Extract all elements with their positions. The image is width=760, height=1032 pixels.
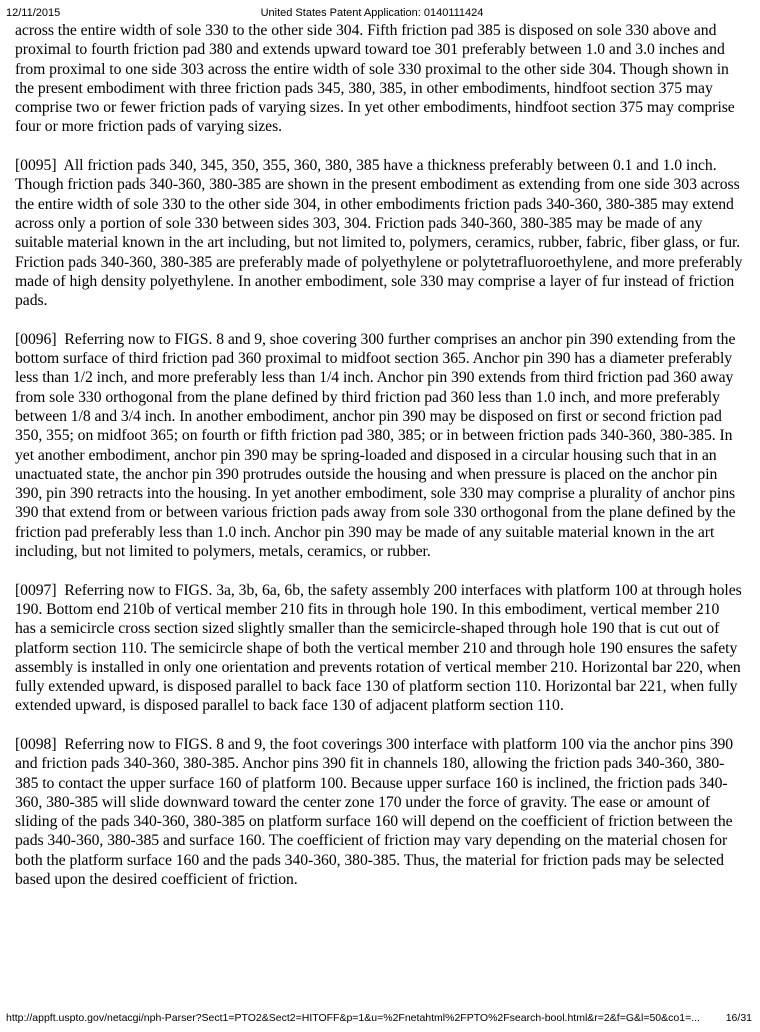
document-title: United States Patent Application: 0140111424: [260, 7, 484, 19]
paragraph-text: All friction pads 340, 345, 350, 355, 360, 380, 385 have a thickness preferably between 0.1 and 1.0 inch. Though friction pads 340-360, 380-385 are shown in the present embodiment as extending from one side 303 across the entire width of sole 330 to the other side 304, in other embodiments friction pads 340-360, 380-385 may extend across only a portion of sole 330 between sides 303, 304. Friction pads 340-360, 380-385 may be made of any suitable material known in the art including, but not limited to, polymers, ceramics, rubber, fabric, fiber glass, or fur. Friction pads 340-360, 380-385 are preferably made of polyethylene or polytetrafluoroethylene, and more preferably made of high density polyethylene. In another embodiment, sole 330 may comprise a layer of fur instead of friction pads.: [15, 157, 743, 310]
paragraph-text: Referring now to FIGS. 8 and 9, the foot coverings 300 interface with platform 100 via the anchor pins 390 and friction pads 340-360, 380-385. Anchor pins 390 fit in channels 180, allowing the friction pads 340-360, 380-385 to contact the upper surface 160 of platform 100. Because upper surface 160 is inclined, the friction pads 340-360, 380-385 will slide downward toward the center zone 170 under the force of gravity. The ease or amount of sliding of the pads 340-360, 380-385 on platform surface 160 will depend on the coefficient of friction between the pads 340-360, 380-385 and surface 160. The coefficient of friction may vary depending on the material chosen for both the platform surface 160 and the pads 340-360, 380-385. Thus, the material for friction pads may be selected based upon the desired coefficient of friction.: [15, 735, 734, 889]
paragraph-0097: [15, 581, 743, 716]
paragraph-continuation: [15, 21, 743, 137]
paragraph-text: Referring now to FIGS. 8 and 9, shoe covering 300 further comprises an anchor pin 390 extending from the bottom surface of third friction pad 360 proximal to midfoot section 365. Anchor pin 390 has a diameter preferably less than 1/2 inch, and more preferably less than 1/4 inch. Anchor pin 390 extends from third friction pad 360 away from sole 330 orthogonal from the plane defined by third friction pad 360 less than 1.0 inch, and more preferably between 1/8 and 3/4 inch. In another embodiment, anchor pin 390 may be disposed on first or second friction pad 350, 355; on midfoot 365; on fourth or fifth friction pad 380, 385; or in between friction pads 340-360, 380-385. In yet another embodiment, anchor pin 390 may be spring-loaded and disposed in a circular housing such that in an unactuated state, the anchor pin 390 protrudes outside the housing and when pressure is placed on the anchor pin 390, pin 390 retracts into the housing. In yet another embodiment, sole 330 may comprise a plurality of anchor pins 390 that extend from or between various friction pads away from sole 330 orthogonal from the plane defined by the friction pad preferably less than 1.0 inch. Anchor pin 390 may be made of any suitable material known in the art including, but not limited to polymers, metals, ceramics, or rubber.: [15, 330, 736, 561]
print-date: 12/11/2015: [6, 7, 61, 19]
paragraph-number: [0098]: [15, 735, 57, 753]
paragraph-text: across the entire width of sole 330 to the other side 304. Fifth friction pad 385 is disposed on sole 330 above and proximal to fourth friction pad 380 and extends upward toward toe 301 preferably between 1.0 and 3.0 inches and from proximal to one side 303 across the entire width of sole 330 proximal to the other side 304. Though shown in the present embodiment with three friction pads 345, 380, 385, in other embodiments, hindfoot section 375 may comprise two or fewer friction pads of varying sizes. In yet other embodiments, hindfoot section 375 may comprise four or more friction pads of varying sizes.: [15, 22, 735, 136]
source-url: http://appft.uspto.gov/netacgi/nph-Parser?Sect1=PTO2&Sect2=HITOFF&p=1&u=%2Fnetahtml%2FPTO%2Fsearch-bool.html&r=2&f=G&l=50&co1=...: [6, 1012, 700, 1024]
paragraph-number: [0096]: [15, 330, 57, 348]
paragraph-text: Referring now to FIGS. 3a, 3b, 6a, 6b, the safety assembly 200 interfaces with platform 100 at through holes 190. Bottom end 210b of vertical member 210 fits in through hole 190. In this embodiment, vertical member 210 has a semicircle cross section sized slightly smaller than the semicircle-shaped through hole 190 that is cut out of platform section 110. The semicircle shape of both the vertical member 210 and through hole 190 ensures the safety assembly is installed in only one orientation and prevents rotation of vertical member 210. Horizontal bar 220, when fully extended upward, is disposed parallel to back face 130 of platform section 110. Horizontal bar 221, when fully extended upward, is disposed parallel to back face 130 of adjacent platform section 110.: [15, 581, 742, 715]
paragraph-number: [0095]: [15, 157, 57, 175]
print-header: [6, 6, 738, 20]
print-footer: [6, 1011, 752, 1025]
document-body: [15, 21, 743, 909]
paragraph-0096: [15, 330, 743, 562]
paragraph-number: [0097]: [15, 581, 57, 599]
page-number: 16/31: [725, 1012, 752, 1024]
paragraph-0098: [15, 735, 743, 889]
paragraph-0095: [15, 156, 743, 310]
